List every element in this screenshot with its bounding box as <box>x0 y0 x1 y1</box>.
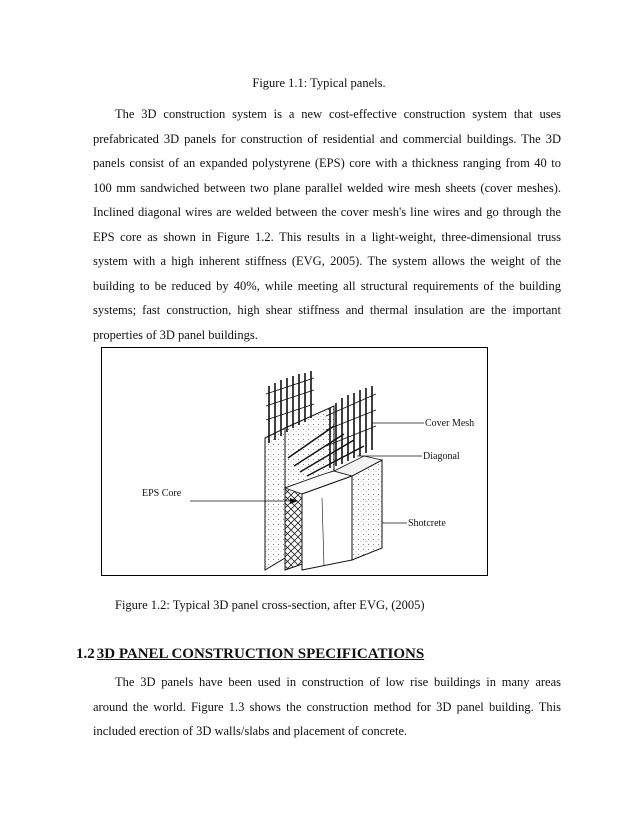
figure-1-1-caption: Figure 1.1: Typical panels. <box>252 76 386 90</box>
label-shotcrete: Shotcrete <box>408 518 446 529</box>
paragraph-1-text: The 3D construction system is a new cost-effective construction system that uses prefabricated 3D panels for construction of residential and commercial buildings. The 3D panels consist of an expanded polystyrene (EPS) core with a thickness ranging from 40 to 100 mm sandwiched between two plane parallel welded wire mesh sheets (cover meshes). Inclined diagonal wires are welded between the cover mesh's line wires and go through the EPS core as shown in Figure 1.2. This results in a light-weight, three-dimensional truss system with a high inherent stiffness (EVG, 2005). The system allows the weight of the building to be reduced by 40%, while meeting all structural requirements of the building systems; fast construction, high shear stiffness and thermal insulation are the important properties of 3D panel buildings. <box>93 107 561 342</box>
section-heading <box>76 646 424 663</box>
panel-cross-section-diagram <box>102 348 487 575</box>
label-diagonal: Diagonal <box>423 451 460 462</box>
label-cover-mesh: Cover Mesh <box>425 418 475 429</box>
figure-1-2-panel-cross-section <box>101 347 488 576</box>
figure-1-2-caption: Figure 1.2: Typical 3D panel cross-section, after EVG, (2005) <box>115 598 425 612</box>
paragraph-3d-construction-system <box>93 102 561 347</box>
section-number: 1.2 <box>76 646 95 662</box>
label-eps-core: EPS Core <box>142 488 182 499</box>
paragraph-3d-panels-usage <box>93 670 561 744</box>
paragraph-2-text: The 3D panels have been used in construction of low rise buildings in many areas around the world. Figure 1.3 shows the construction method for 3D panel building. This included erection of 3D walls/slabs and placement of concrete. <box>93 675 561 738</box>
section-title: 3D PANEL CONSTRUCTION SPECIFICATIONS <box>96 646 425 662</box>
